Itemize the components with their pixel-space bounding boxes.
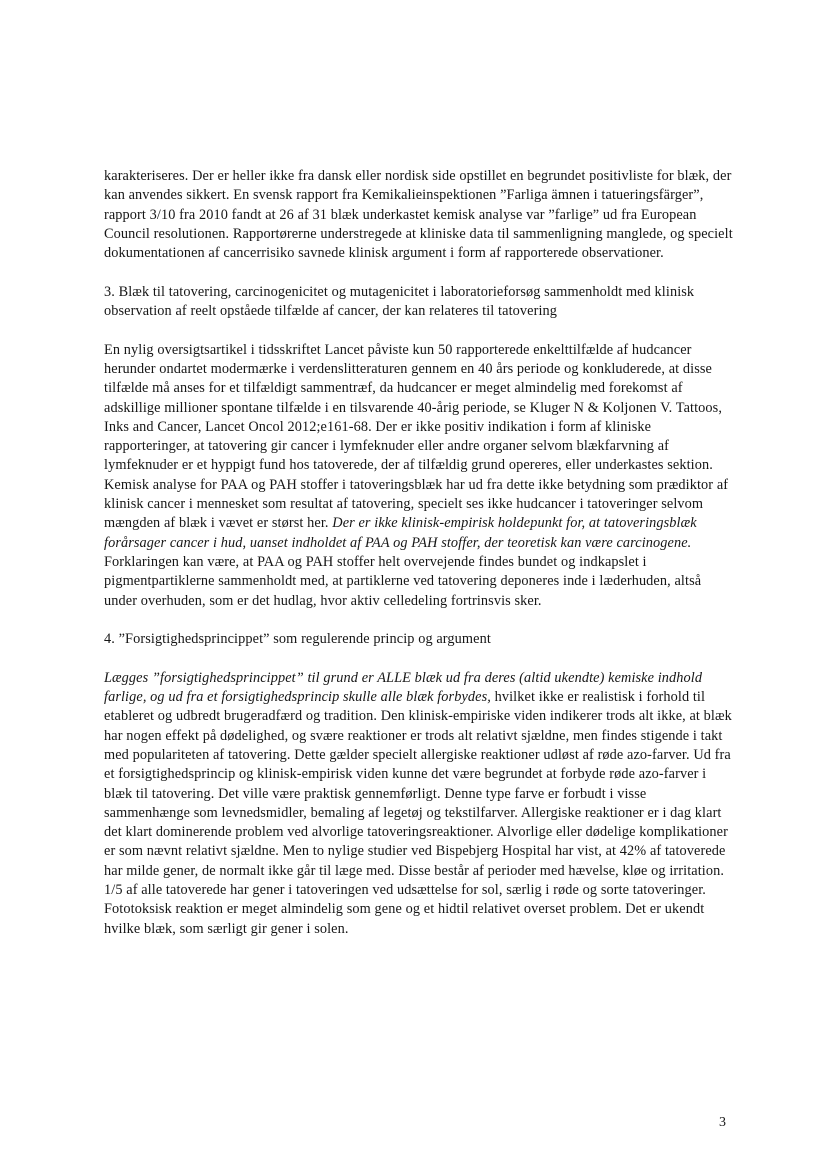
heading-section-4 [104,630,736,649]
text-run: hvilket ikke er realistisk i forhold til etableret og udbredt brugeradfærd og tradition. Den klinisk-empiriske viden indikerer trods alt ikke, at blæk har nogen effekt på dødelighed, og svære reaktioner er trods alt relativt sjældne, men findes stigende i takt med populariteten af tatovering. Dette gælder specielt allergiske reaktioner udløst af røde azo-farver. Ud fra et forsigtighedsprincip og klinisk-empirisk viden kunne det være begrundet at forbyde røde azo-farver i blæk til tatovering. Det ville være praktisk gennemførligt. Denne type farve er forbudt i visse sammenhænge som levnedsmidler, bemaling af legetøj og tekstilfarver. Allergiske reaktioner er i dag klart det klart dominerende problem ved alvorlige tatoveringsreaktioner. Alvorlige eller dødelige komplikationer er som nævnt relativt sjældne. Men to nylige studier ved Bispebjerg Hospital har vist, at 42% af tatoverede har milde gener, de normalt ikke går til læge med. Disse består af perioder med hævelse, kløe og irritation. 1/5 af alle tatoverede har gener i tatoveringen ved udsættelse for sol, særlig i røde og sorte tatoveringer. Fototoksisk reaktion er meget almindelig som gene og et hidtil relativet overset problem. Det er ukendt hvilke blæk, som særligt gir gener i solen. [104,689,732,937]
document-text-block [104,167,736,958]
paragraph-intro-continuation [104,167,736,263]
text-run: 3. Blæk til tatovering, carcinogenicitet og mutagenicitet i laboratorieforsøg sammenholdt med klinisk observation af reelt opståede tilfælde af cancer, der kan relateres til tatovering [104,283,695,320]
text-run: Forklaringen kan være, at PAA og PAH stoffer helt overvejende findes bundet og indkapslet i pigmentpartiklerne sammenholdt med, at partiklerne ved tatovering deponeres inde i læderhuden, altså under overhuden, som er det hudlag, hvor aktiv celledeling fortrinsvis sker. [104,553,702,609]
text-run: karakteriseres. Der er heller ikke fra dansk eller nordisk side opstillet en begrundet positivliste for blæk, der kan anvendes sikkert. En svensk rapport fra Kemikalieinspektionen ”Farliga ämnen i tatueringsfärger”, rapport 3/10 fra 2010 fandt at 26 af 31 blæk underkastet kemisk analyse var ”farlige” ud fra European Council resolutionen. Rapportørerne understregede at kliniske data til sammenligning manglede, og specielt dokumentationen af cancerrisiko savnede klinisk argument i form af rapporterede observationer. [104,168,733,262]
heading-section-3 [104,283,736,322]
paragraph-section-4-body [104,669,736,939]
text-run: En nylig oversigtsartikel i tidsskriftet Lancet påviste kun 50 rapporterede enkelttilfælde af hudcancer herunder ondartet modermærke i verdenslitteraturen gennem en 40 års periode og konkluderede, at disse tilfælde må anses for et tilfældigt sammentræf, da hudcancer er meget almindelig med forekomst af adskillige millioner spontane tilfælde i en tilsvarende 40-årig periode, se Kluger N & Koljonen V. Tattoos, Inks and Cancer, Lancet Oncol 2012;e161-68. Der er ikke positiv indikation i form af kliniske rapporteringer, at tatovering gir cancer i lymfeknuder eller andre organer selvom blækfarvning af lymfeknuder er et hyppigt fund hos tatoverede, der af tilfældig grund opereres, eller underkastes sektion. Kemisk analyse for PAA og PAH stoffer i tatoveringsblæk har ud fra dette ikke betydning som prædiktor af klinisk cancer i mennesket som resultat af tatovering, specielt ses ikke hudcancer i tatoveringer selvom mængden af blæk i vævet er størst her. [104,341,729,532]
paragraph-section-3-body [104,341,736,611]
italic-text-run: Lægges ”forsigtighedsprincippet” til grund er ALLE blæk ud fra deres (altid ukendte) kemiske indhold farlige, og ud fra et forsigtighedsprincip skulle alle blæk forbydes, [104,669,703,706]
italic-text-run: Der er ikke klinisk-empirisk holdepunkt for, at tatoveringsblæk forårsager cancer i hud, uanset indholdet af PAA og PAH stoffer, der teoretisk kan være carcinogene. [104,515,697,551]
page-number: 3 [719,1115,726,1130]
text-run: 4. ”Forsigtighedsprincippet” som regulerende princip og argument [104,631,491,648]
